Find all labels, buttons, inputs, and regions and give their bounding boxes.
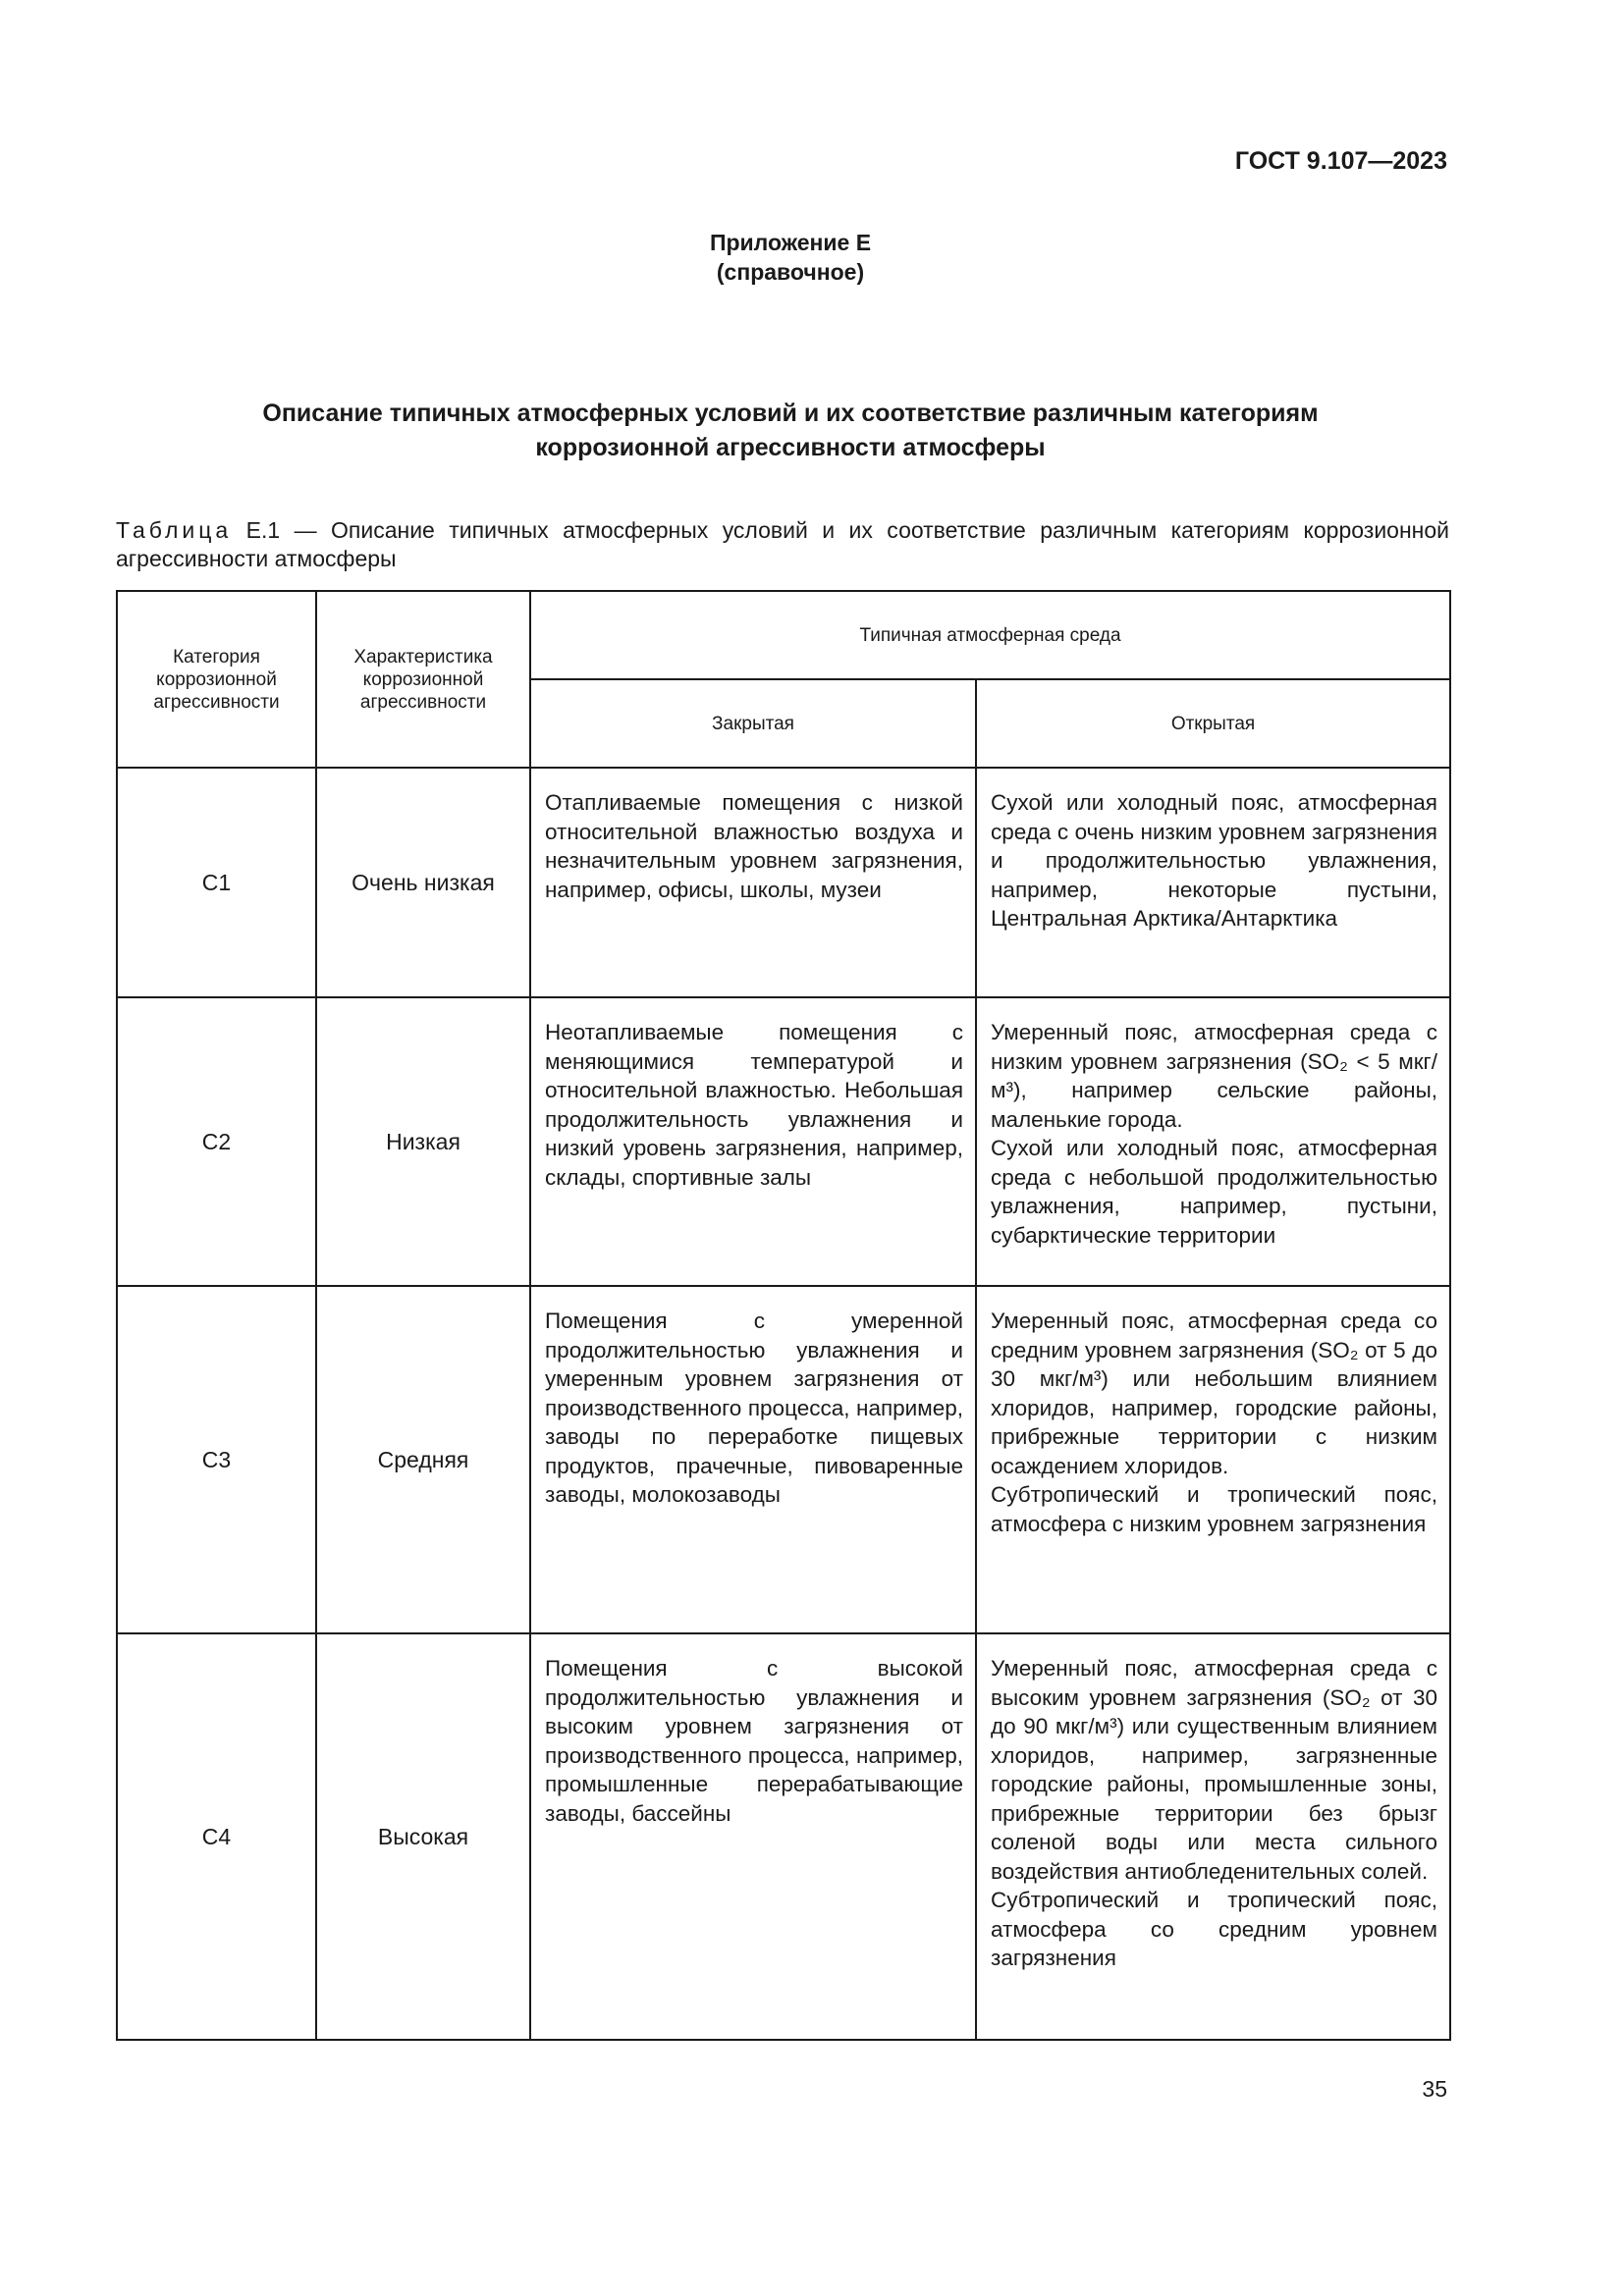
category-cell: С3 [117, 1286, 316, 1633]
table-row [117, 997, 1450, 1286]
indoor-cell [530, 997, 976, 1286]
header-characteristic: Характеристика коррозионной агрессивности [316, 591, 530, 768]
table-header-row [117, 591, 1450, 679]
main-title-line-1: Описание типичных атмосферных условий и их соответствие различным категориям [262, 400, 1319, 427]
page-number: 35 [1422, 2076, 1447, 2102]
indoor-cell [530, 1286, 976, 1633]
outdoor-text: Сухой или холодный пояс, атмосферная среда с небольшой продолжительностью увлажнения, например, пустыни, субарктические территории [991, 1136, 1437, 1248]
category-cell: С4 [117, 1633, 316, 2040]
outdoor-text: Субтропический и тропический пояс, атмосфера со средним уровнем загрязнения [991, 1888, 1437, 1970]
outdoor-cell [976, 1633, 1450, 2040]
header-indoor: Закрытая [530, 679, 976, 768]
annex-title: Приложение Е [709, 230, 872, 255]
indoor-cell [530, 1633, 976, 2040]
outdoor-text: Сухой или холодный пояс, атмосферная среда с очень низким уровнем загрязнения и продолжительностью увлажнения, например, некоторые пустыни, Центральная Арктика/Антарктика [991, 790, 1437, 931]
main-title-line-2: коррозионной агрессивности атмосферы [535, 434, 1046, 461]
characteristic-cell: Средняя [316, 1286, 530, 1633]
outdoor-cell [976, 1286, 1450, 1633]
table-row [117, 768, 1450, 997]
table-row [117, 1633, 1450, 2040]
table-row [117, 1286, 1450, 1633]
corrosivity-table [116, 590, 1451, 2041]
header-outdoor: Открытая [976, 679, 1450, 768]
header-category: Категория коррозионной агрессивности [117, 591, 316, 768]
outdoor-text: Субтропический и тропический пояс, атмосфера с низким уровнем загрязнения [991, 1482, 1437, 1536]
characteristic-cell: Высокая [316, 1633, 530, 2040]
table-caption-text: Е.1 — Описание типичных атмосферных условий и их соответствие различным категориям коррозионной агрессивности атмосферы [116, 517, 1449, 571]
indoor-text: Отапливаемые помещения с низкой относительной влажностью воздуха и незначительным уровнем загрязнения, например, офисы, школы, музеи [545, 790, 963, 902]
characteristic-cell: Очень низкая [316, 768, 530, 997]
table-caption-label: Таблица [116, 517, 233, 543]
outdoor-text: Умеренный пояс, атмосферная среда со средним уровнем загрязнения (SO₂ от 5 до 30 мкг/м³) или небольшим влиянием хлоридов, например, городские районы, прибрежные территории с низким осаждением хлоридов. [991, 1308, 1437, 1478]
outdoor-text: Умеренный пояс, атмосферная среда с высоким уровнем загрязнения (SO₂ от 30 до 90 мкг/м³) или существенным влиянием хлоридов, например, загрязненные городские районы, промышленные зоны, прибрежные территории без брызг соленой воды или места сильного воздействия антиобледенительных солей. [991, 1656, 1437, 1884]
category-cell: С2 [117, 997, 316, 1286]
table-caption [116, 516, 1449, 573]
main-title [147, 397, 1434, 465]
outdoor-cell [976, 768, 1450, 997]
indoor-text: Помещения с высокой продолжительностью увлажнения и высоким уровнем загрязнения от производственного процесса, например, промышленные перерабатывающие заводы, бассейны [545, 1656, 963, 1826]
indoor-text: Помещения с умеренной продолжительностью увлажнения и умеренным уровнем загрязнения от производственного процесса, например, заводы по переработке пищевых продуктов, прачечные, пивоваренные заводы, молокозаводы [545, 1308, 963, 1507]
outdoor-text: Умеренный пояс, атмосферная среда с низким уровнем загрязнения (SO₂ < 5 мкг/м³), например сельские районы, маленькие города. [991, 1020, 1437, 1132]
outdoor-cell [976, 997, 1450, 1286]
annex-subtitle: (справочное) [716, 259, 865, 285]
indoor-cell [530, 768, 976, 997]
annex-heading [0, 228, 1581, 287]
document-code: ГОСТ 9.107—2023 [1234, 147, 1447, 175]
characteristic-cell: Низкая [316, 997, 530, 1286]
indoor-text: Неотапливаемые помещения с меняющимися температурой и относительной влажностью. Небольшая продолжительность увлажнения и низкий уровень загрязнения, например, склады, спортивные залы [545, 1020, 963, 1190]
header-environment: Типичная атмосферная среда [530, 591, 1450, 679]
category-cell: С1 [117, 768, 316, 997]
